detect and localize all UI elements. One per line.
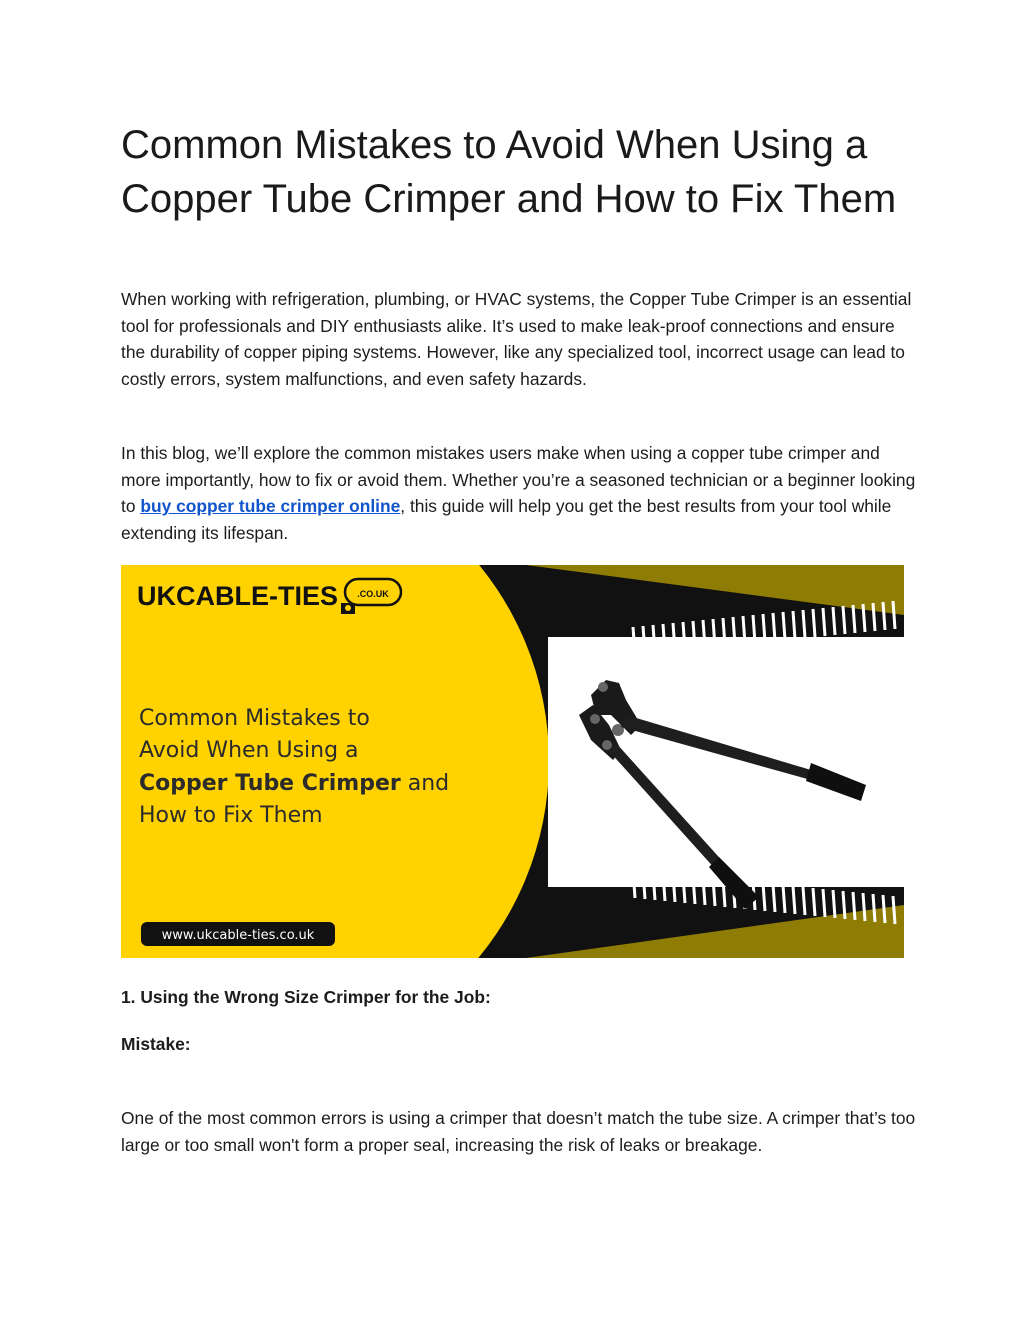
banner-website-text: www.ukcable-ties.co.uk [161, 928, 315, 943]
banner-headline-line-3-rest: and [400, 771, 450, 796]
blog-paragraph [121, 440, 921, 546]
blog-paragraph-text-after-link: , this guide will help you get the best results from your tool while extending its lifespan. [121, 496, 892, 543]
mistake-label: Mistake: [121, 1034, 191, 1054]
mistake-paragraph: One of the most common errors is using a crimper that doesn’t match the tube size. A crimper that’s too large or too small won't form a proper seal, increasing the risk of leaks or breakage. [121, 1108, 916, 1155]
article-title: Common Mistakes to Avoid When Using a Copper Tube Crimper and How to Fix Them [121, 123, 897, 221]
banner-headline-line-3 [139, 771, 449, 796]
intro-paragraph: When working with refrigeration, plumbing, or HVAC systems, the Copper Tube Crimper is an essential tool for professionals and DIY enthusiasts alike. It’s used to make leak-proof connections and ensure the durability of copper piping systems. However, like any specialized tool, incorrect usage can lead to costly errors, system malfunctions, and even safety hazards. [121, 289, 912, 389]
logo-domain-text: .CO.UK [357, 589, 389, 599]
banner-headline-line-2: Avoid When Using a [139, 738, 359, 763]
logo-brand-text: UKCABLE-TIES [137, 581, 338, 611]
article-banner-image [121, 565, 904, 958]
product-photo-background [548, 637, 904, 887]
blog-paragraph-text-before-link: In this blog, we’ll explore the common mistakes users make when using a copper tube crimper and more importantly, how to fix or avoid them. Whether you’re a seasoned technician or a beginner looking to [121, 443, 916, 517]
section-1-heading: 1. Using the Wrong Size Crimper for the Job: [121, 987, 491, 1007]
banner-headline-line-1: Common Mistakes to [139, 706, 370, 731]
banner-headline-bold: Copper Tube Crimper [139, 771, 401, 796]
buy-copper-tube-crimper-link[interactable]: buy copper tube crimper online [140, 496, 401, 517]
banner-headline-line-4: How to Fix Them [139, 803, 323, 828]
